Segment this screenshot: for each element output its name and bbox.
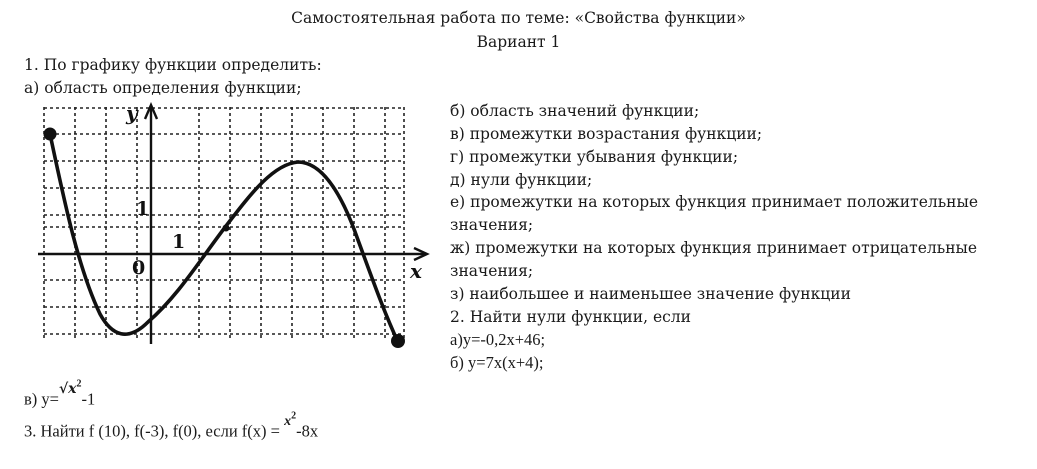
task1-item-e: е) промежутки на которых функция принимает положительные	[450, 193, 979, 211]
curve-start-point	[44, 128, 57, 141]
task1-item-b: б) область значений функции;	[450, 102, 700, 120]
task2-item-a: а)y=-0,2x+46;	[450, 330, 546, 349]
sqrt-power: 2	[76, 378, 82, 389]
task3-power-expression	[284, 410, 296, 429]
x-tick-label: 1	[172, 231, 186, 253]
task1-item-g: г) промежутки убывания функции;	[450, 148, 739, 166]
task2-item-v	[24, 378, 96, 411]
task2-v-suffix: -1	[81, 389, 96, 409]
task1-item-d: д) нули функции;	[450, 171, 593, 189]
curve-marker-point	[223, 225, 230, 232]
task3-x: x	[284, 413, 292, 429]
task1-item-zh-cont: значения;	[450, 262, 534, 280]
task1-item-z: з) наибольшее и наименьшее значение функции	[450, 285, 851, 303]
task3-line	[24, 410, 319, 444]
task3-prefix: 3. Найти f (10), f(-3), f(0), если f(x) =	[24, 421, 285, 441]
variant-label: Вариант 1	[476, 33, 561, 51]
sqrt-radical: √x	[58, 380, 77, 397]
function-curve	[50, 134, 398, 342]
task2-item-b: б) y=7x(x+4);	[450, 353, 544, 372]
task1-item-a: а) область определения функции;	[24, 79, 302, 97]
function-graph	[38, 102, 438, 352]
task1-item-zh: ж) промежутки на которых функция принимает отрицательные	[450, 239, 978, 257]
origin-label: 0	[132, 257, 146, 279]
worksheet-title: Самостоятельная работа по теме: «Свойства функции»	[291, 9, 746, 27]
task3-suffix: -8x	[296, 421, 319, 441]
task2-v-prefix: в) y=	[24, 389, 59, 409]
task1-item-e-cont: значения;	[450, 216, 534, 234]
task2-heading: 2. Найти нули функции, если	[450, 308, 691, 326]
y-axis-label: y	[126, 102, 138, 125]
task3-power: 2	[291, 410, 297, 421]
sqrt-expression	[59, 378, 82, 397]
curve-end-point	[391, 334, 405, 348]
y-tick-label: 1	[136, 198, 150, 220]
task1-heading: 1. По графику функции определить:	[24, 56, 322, 74]
task1-item-v: в) промежутки возрастания функции;	[450, 125, 763, 143]
x-axis-label: x	[410, 259, 422, 283]
